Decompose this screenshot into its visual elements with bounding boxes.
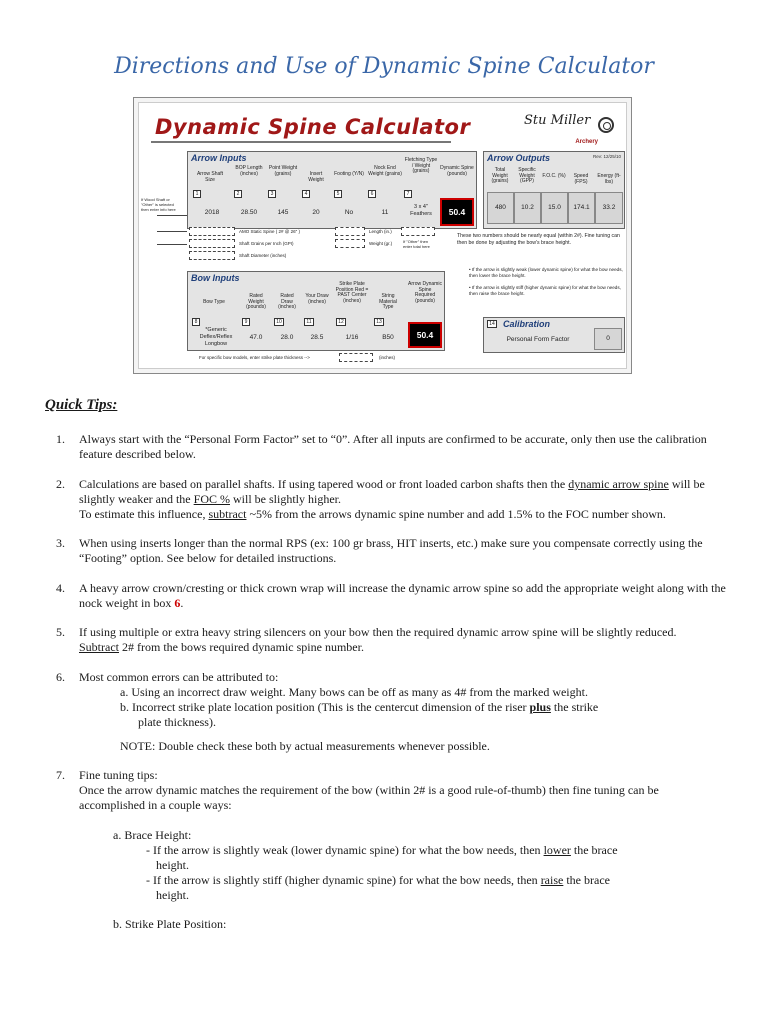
list-number: 2. [56,477,65,491]
tip-7: Fine tuning tips: [79,768,158,782]
bow-inputs-panel [187,271,445,351]
your-draw-value[interactable]: 28.5 [310,334,324,341]
input-number: 6 [368,190,376,198]
calibration-panel [483,317,625,353]
tip-7a2 [146,873,706,888]
tip-2-underline: dynamic arrow spine [568,477,669,491]
weight-label: Weight (gr.) [369,241,393,246]
tip-6b-text: b. Incorrect strike plate location position (This is the centercut dimension of the riser [120,700,527,714]
col-label: Arrow Dynamic Spine Required (pounds) [408,281,442,304]
total-weight-value: 480 [487,192,514,224]
tip-7a2-text: the brace [566,873,610,887]
tip-2-text: Calculations are based on parallel shafts. If using tapered wood or front loaded carbon shafts then the [79,477,566,491]
col-label: Energy (ft-lbs) [597,173,621,185]
tip-5 [79,625,729,655]
diameter-input[interactable] [189,251,235,260]
tip-7a: a. Brace Height: [113,828,192,842]
logo-signature: Stu Miller [524,113,591,128]
input-number: 10 [274,318,284,326]
form-factor-label: Personal Form Factor [506,336,570,343]
tip-7a2-cont: height. [156,888,189,902]
tip-1: Always start with the “Personal Form Factor” set to “0”. After all inputs are confirmed to be accurate, only then use the calibration feature described below. [79,432,707,461]
tip-7a1-text: - If the arrow is slightly weak (lower dynamic spine) for what the bow needs, then [146,843,541,857]
tip-7a1 [146,843,706,858]
input-number: 5 [334,190,342,198]
specific-weight-value: 10.2 [514,192,541,224]
tip-7a2-underline: raise [540,873,564,887]
insert-weight-value[interactable]: 20 [312,209,320,216]
tip-5-underline: Subtract [79,640,119,654]
tip-6b [120,700,720,715]
list-number: 3. [56,536,65,550]
arrow-outputs-heading: Arrow Outputs [487,153,550,163]
length-label: Length (in.) [369,229,392,234]
col-label: F.O.C. (%) [542,173,566,179]
other-note: If "Other" then enter total here [403,239,430,249]
footing-value[interactable]: No [344,209,354,216]
col-label: Speed (FPS) [573,173,589,185]
list-number: 6. [56,670,65,684]
col-label: Point Weight (grains) [268,165,298,177]
list-number: 1. [56,432,65,446]
tip-4-text: A heavy arrow crown/cresting or thick crown wrap will increase the dynamic arrow spine so add the appropriate weight along with the nock weight in box [79,581,726,610]
form-factor-value[interactable]: 0 [594,328,622,350]
tip-2 [79,477,729,522]
rated-draw-value[interactable]: 28.0 [280,334,294,341]
input-number: 2 [234,190,242,198]
strike-plate-value[interactable]: 1/16 [345,334,359,341]
tip-5-text: 2# from the bows required dynamic spine number. [122,640,364,654]
arrow-outputs-panel [483,151,625,229]
col-label: Strike Plate Position Red = PAST Center (inches) [335,281,369,304]
col-label: Rated Weight (pounds) [246,293,266,311]
tip-2-text: will be slightly higher. [232,492,341,506]
arrow-line [157,215,187,216]
gpi-input[interactable] [189,239,235,248]
plate-thickness-unit: (inches) [379,355,396,360]
stiff-note: • If the arrow is slightly stiff (higher dynamic spine) for what the bow needs, then raise the brace height. [469,285,621,296]
rated-weight-value[interactable]: 47.0 [249,334,263,341]
shaft-size-value[interactable]: 2018 [204,209,220,216]
col-label: BOP Length (inches) [235,165,263,177]
stiff-note-text: If the arrow is slightly stiff (higher dynamic spine) for what the bow needs, then raise the brace height. [469,285,621,296]
tip-7b: b. Strike Plate Position: [113,917,227,931]
input-number: 7 [404,190,412,198]
tip-7a1-text: the brace [573,843,618,857]
weight-input[interactable] [335,239,365,248]
tip-6b-plus: plus [529,700,551,714]
col-label: Footing (Y/N) [334,171,364,177]
fletching-value[interactable]: 3 x 4" Feathers [410,204,432,217]
target-icon [598,117,614,133]
tip-2-text: To estimate this influence, [79,507,206,521]
diameter-label: Shaft Diameter (inches) [239,253,287,258]
input-number: 4 [302,190,310,198]
point-weight-value[interactable]: 145 [277,209,289,216]
required-spine-output: 50.4 [408,322,442,348]
col-label: Total Weight (grains) [491,167,509,185]
tip-2-text: will be slightly weaker and the [79,477,705,506]
tip-6: Most common errors can be attributed to: [79,670,279,684]
weak-note-text: If the arrow is slightly weak (lower dynamic spine) for what the bow needs, then lower the brace height. [469,267,623,278]
strike-plate-note: For specific bow models, enter strike plate thickness --> [199,355,310,360]
col-label: Your Draw (inches) [305,293,329,305]
page-title: Directions and Use of Dynamic Spine Calculator [114,54,654,79]
input-number: 14 [487,320,497,328]
plate-thickness-input[interactable] [339,353,373,362]
input-number: 3 [268,190,276,198]
tip-4: A heavy arrow crown/cresting or thick crown wrap will increase the dynamic arrow spine so add the appropriate weight along with the nock weight in box 6. [79,581,726,610]
col-label: Nock End Weight (grains) [368,165,402,177]
col-label: Bow Type [203,299,225,305]
tip-2-underline: subtract [208,507,247,521]
energy-value: 33.2 [595,192,623,224]
calculator-title: Dynamic Spine Calculator [155,115,471,139]
col-label: Insert Weight [308,171,324,183]
length-input[interactable] [335,227,365,236]
input-number: 11 [304,318,314,326]
tip-6b-text: the strike [553,700,599,714]
bow-type-value[interactable]: *Generic Deflex/Reflex Longbow [199,327,233,347]
gpi-label: Shaft Grains per Inch (GPI) [239,241,294,246]
input-number: 13 [374,318,384,326]
arrow-line [157,244,187,245]
col-label: Specific Weight (GPP) [518,167,536,185]
tip-7-body: Once the arrow dynamic matches the requirement of the bow (within 2# is a good rule-of-thumb) then fine tuning can be accomplished in a couple ways: [79,783,659,812]
col-label: Rated Draw (inches) [278,293,296,311]
tip-7a1-underline: lower [543,843,571,857]
static-spine-input[interactable] [189,227,235,236]
tip-3: When using inserts longer than the normal RPS (ex: 100 gr brass, HIT inserts, etc.) make sure you compensate correctly using the “Footing” option. See below for detailed instructions. [79,536,703,565]
input-number: 9 [242,318,250,326]
col-label: String Material Type [379,293,397,311]
logo [524,111,614,145]
dynamic-spine-output: 50.4 [440,198,474,226]
tip-6-note: NOTE: Double check these both by actual measurements whenever possible. [120,739,490,753]
quick-tips-heading: Quick Tips: [45,397,118,413]
wood-shaft-note: If Wood Shaft or "Other" is selected then enter info here [141,197,176,212]
static-spine-label: AMO Static Spine ( 2# @ 26" ) [239,229,300,234]
arrow-inputs-panel [187,151,477,229]
tip-7a1-cont: height. [156,858,189,872]
weak-note: • If the arrow is slightly weak (lower dynamic spine) for what the bow needs, then lower the brace height. [469,267,623,278]
col-label: Arrow Shaft Size [196,171,224,183]
tip-7a2-text: - If the arrow is slightly stiff (higher dynamic spine) for what the bow needs, then [146,873,538,887]
arrow-line [157,231,187,232]
string-material-value[interactable]: B50 [382,334,394,341]
tip-6b-cont: plate thickness). [138,715,216,729]
revision-label: Rev: 12/25/10 [592,154,621,159]
divider [151,141,451,143]
arrow-inputs-heading: Arrow Inputs [191,153,247,163]
input-number: 8 [192,318,200,326]
list-number: 7. [56,768,65,782]
col-label: Dynamic Spine (pounds) [440,165,474,177]
logo-subtext: Archery [575,139,598,145]
list-number: 5. [56,625,65,639]
equal-note: These two numbers should be nearly equal (within 2#). Fine tuning can then be done by adjusting the bow's brace height. [457,233,620,246]
nock-weight-value[interactable]: 11 [381,209,389,216]
tip-6a: a. Using an incorrect draw weight. Many bows can be off as many as 4# from the marked weight. [120,685,588,699]
tip-2-text: ~5% from the arrows dynamic spine number and add 1.5% to the FOC number shown. [249,507,666,521]
foc-value: 15.0 [541,192,568,224]
box-number: 6 [174,596,181,610]
bow-inputs-heading: Bow Inputs [191,273,240,283]
col-label: Fletching Type / Weight (grains) [404,157,438,175]
bop-length-value[interactable]: 28.50 [240,209,258,216]
calculator-frame [138,102,627,369]
calibration-heading: Calibration [503,319,551,329]
input-number: 12 [336,318,346,326]
calculator-image [133,97,632,374]
tip-2-underline: FOC % [193,492,230,506]
list-number: 4. [56,581,65,595]
other-input[interactable] [401,227,435,236]
speed-value: 174.1 [568,192,595,224]
tip-5-text: If using multiple or extra heavy string silencers on your bow then the required dynamic arrow spine will be slightly reduced. [79,625,677,639]
input-number: 1 [193,190,201,198]
